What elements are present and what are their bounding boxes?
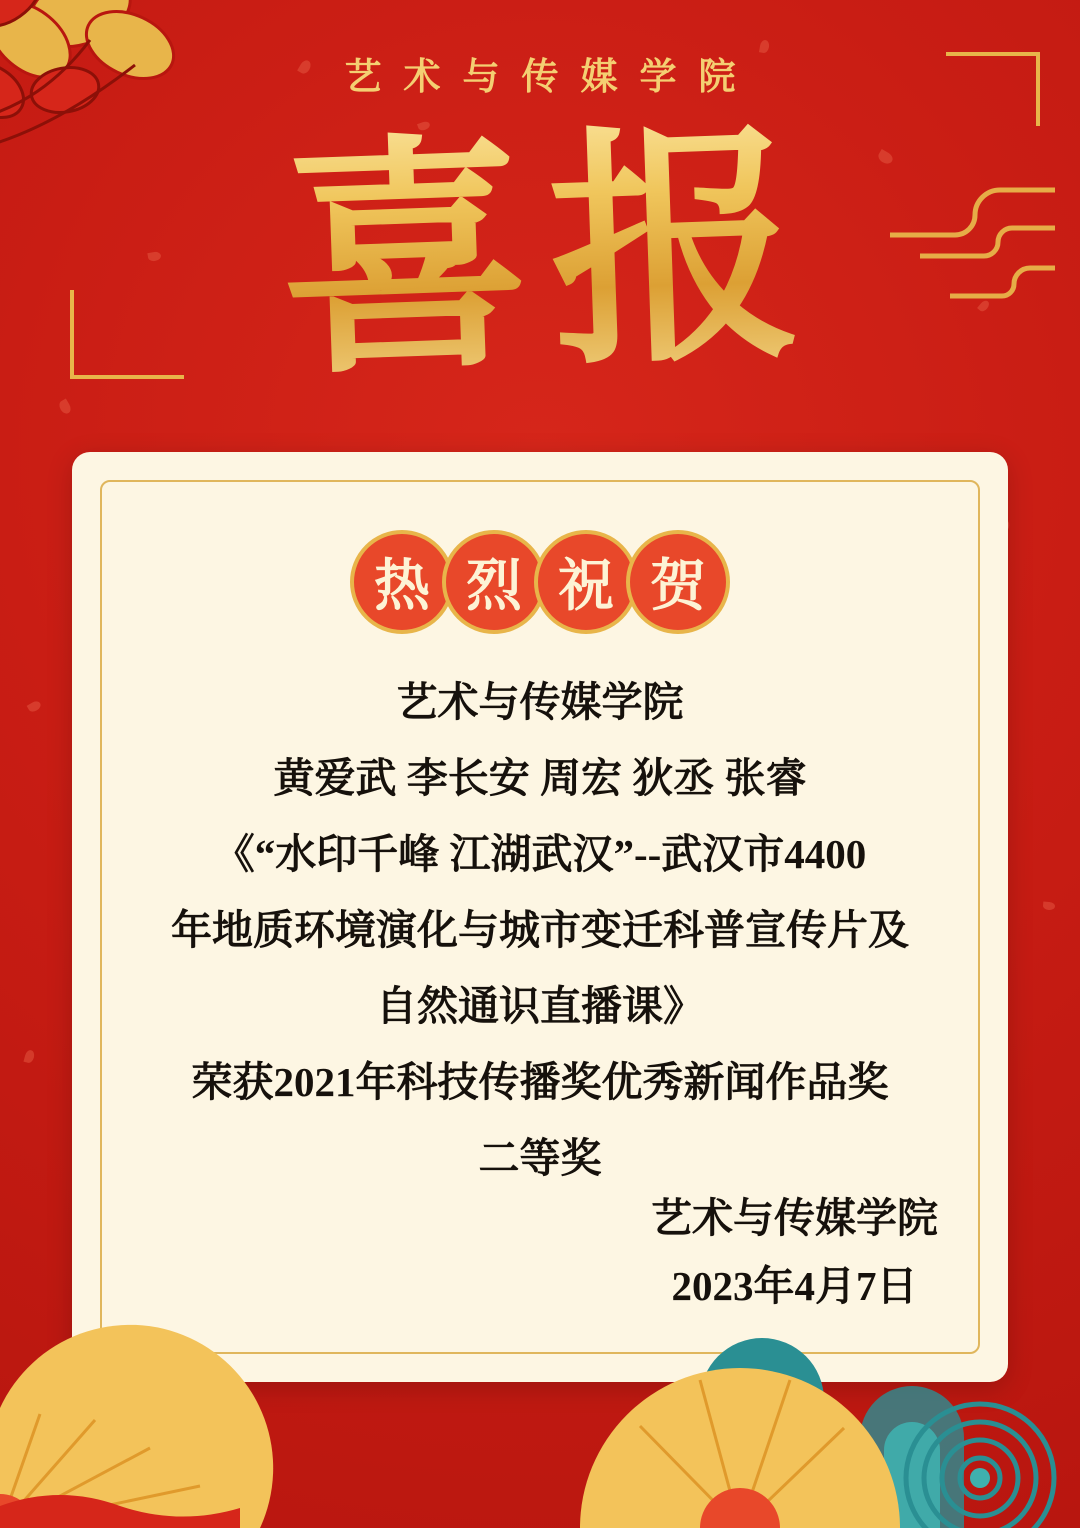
petal-speck bbox=[27, 699, 43, 713]
badge-char-3: 祝 bbox=[534, 530, 638, 634]
page-title: 喜报 bbox=[0, 79, 1080, 436]
petal-speck bbox=[1043, 901, 1056, 910]
body-line-work-1: 《“水印千峰 江湖武汉”--武汉市4400 bbox=[213, 831, 867, 877]
petal-speck bbox=[23, 1049, 35, 1064]
concentric-circles-decoration bbox=[906, 1404, 1054, 1528]
badge-char-1: 热 bbox=[350, 530, 454, 634]
body-line-award: 荣获2021年科技传播奖优秀新闻作品奖 bbox=[191, 1059, 889, 1105]
award-body-text bbox=[128, 664, 952, 1196]
badge-char-4: 贺 bbox=[626, 530, 730, 634]
body-line-names: 黄爱武 李长安 周宏 狄丞 张睿 bbox=[273, 755, 807, 801]
body-line-work-3: 自然通识直播课》 bbox=[376, 983, 704, 1029]
body-line-work-2: 年地质环境演化与城市变迁科普宣传片及 bbox=[171, 907, 909, 953]
announcement-card bbox=[72, 452, 1008, 1382]
body-line-rank: 二等奖 bbox=[478, 1135, 602, 1181]
circle-core bbox=[970, 1468, 990, 1488]
signature-block bbox=[651, 1184, 938, 1320]
congratulation-badges bbox=[72, 530, 1008, 634]
gold-fan-right bbox=[580, 1368, 900, 1528]
body-line-department: 艺术与传媒学院 bbox=[396, 679, 684, 725]
badge-char-2: 烈 bbox=[442, 530, 546, 634]
signature-date: 2023年4月7日 bbox=[671, 1263, 918, 1309]
bottom-red-wave bbox=[0, 1495, 240, 1528]
signature-org: 艺术与传媒学院 bbox=[651, 1195, 938, 1241]
header-title: 艺术与传媒学院 bbox=[344, 57, 758, 98]
